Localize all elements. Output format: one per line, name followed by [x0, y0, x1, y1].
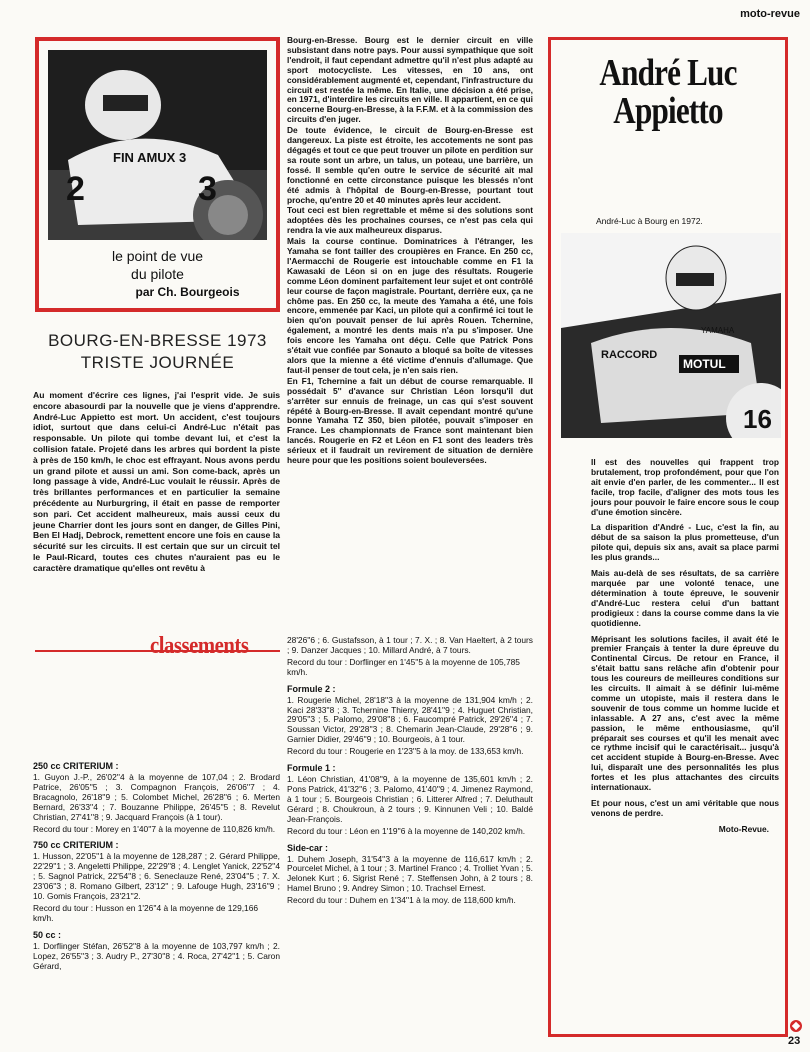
- results-750cc-record: Record du tour : Husson en 1'26''4 à la moyenne de 129,166 km/h.: [33, 902, 259, 923]
- results-750cc-title: 750 cc CRITERIUM :: [33, 840, 119, 851]
- results-f2-record: Record du tour : Rougerie en 1'23''5 à la moy. de 133,653 km/h.: [287, 746, 524, 757]
- results-f1-title: Formule 1 :: [287, 763, 336, 774]
- article-title: [30, 330, 285, 374]
- obituary-box: [548, 37, 788, 1037]
- motul-text: MOTUL: [683, 357, 726, 371]
- results-sidecar-text: 1. Duhem Joseph, 31'54''3 à la moyenne de 116,617 km/h ; 2. Pourcelet Michel, à 1 tour ; 3. Martinel Franco ; 4. Trolliet Yvan ; 5. Jelonek Kurt ; 6. Sigrist René ; 7. Steffensen John, à 2 tours ; 8. Hamel Bruno ; 9. Andrey Simon ; 10. Trachsel Ernest.: [287, 853, 533, 894]
- race-number: 16: [743, 404, 772, 434]
- results-f1-text: 1. Léon Christian, 41'08''9, à la moyenne de 135,601 km/h ; 2. Pons Patrick, 41'32''6 ; 3. Palomo, 41'40''9 ; 4. Jimenez Raymond, à 1 tour ; 5. Bourgeois Christian ; 6. Litterer Alfred ; 7. Deluthault Gérard ; 8. Choukroun, à 2 tours ; 9. Kinnunen Veli ; 10. Baldé Jean-François.: [287, 774, 533, 824]
- byline-line1: le point de vue: [111, 248, 204, 264]
- results-f2-title: Formule 2 :: [287, 683, 336, 694]
- fairing-text: FIN AMUX 3: [113, 150, 187, 165]
- results-50cc-continued: 28'26''6 ; 6. Gustafsson, à 1 tour ; 7. X. ; 8. Van Haeltert, à 2 tours ; 9. Danzer Jacques ; 10. Millard André, à 7 tours.: [287, 635, 533, 655]
- obituary-photo: [561, 233, 781, 438]
- results-250cc-record: Record du tour : Morey en 1'40''7 à la moyenne de 110,826 km/h.: [33, 823, 276, 834]
- obituary-paragraph-1: Il est des nouvelles qui frappent trop brutalement, trop profondément, pour que l'on ait envie d'en parler, de les commenter... Il est facile, trop facile, d'aligner des mots tous les jours pour pouvoir le faire encore sous le coup d'une émotion sincère.: [591, 457, 779, 517]
- byline-author: par Ch. Bourgeois: [135, 285, 240, 299]
- results-50cc-title: 50 cc :: [33, 929, 62, 940]
- page-number: 23: [788, 1035, 801, 1047]
- article-title-line1: BOURG-EN-BRESSE 1973: [48, 331, 267, 350]
- results-f1-record: Record du tour : Léon en 1'19''6 à la moyenne de 140,202 km/h.: [287, 825, 526, 836]
- photo-caption: André-Luc à Bourg en 1972.: [596, 216, 703, 226]
- rider-portrait-photo: [48, 50, 267, 240]
- classements-heading: classements: [150, 633, 249, 659]
- body-paragraph-2: De toute évidence, le circuit de Bourg-en-Bresse est dangereux. La piste est étroite, les accotements ne sont pas dégagés et tout ce que peut trouver un pilote en perdition sur sa route sont un arbre, un talus, un poteau, une barrière, un fossé. Il semble qu'en outre le service de sécurité ait mal fonctionné en cette circonstance puisque les blessés n'ont été admis à l'hôpital de Bourg-en-Bresse, pourtant tout proche, qu'entre 20 et 40 minutes après leur accident.: [287, 125, 533, 205]
- obituary-text: [591, 458, 779, 836]
- rider-portrait-box: [35, 37, 280, 312]
- signature: Moto-Revue.: [718, 823, 769, 834]
- obituary-paragraph-5: Et pour nous, c'est un ami véritable que nous venons de perdre.: [591, 798, 779, 818]
- yamaha-text: YAMAHA: [701, 326, 735, 335]
- results-50cc-text: 1. Dorflinger Stéfan, 26'52''8 à la moyenne de 103,797 km/h ; 2. Lopez, 26'55''3 ; 3. Audry P., 27'30''8 ; 4. Roca, 27'42''1 ; 5. Caron Gérard,: [33, 940, 280, 971]
- body-paragraph-1: Bourg-en-Bresse. Bourg est le dernier circuit en ville subsistant dans notre pays. Pour aussi sympathique que soit l'endroit, il faut cependant admettre qu'il n'est plus adapté au sport motocycliste. Les vitesses, en 10 ans, ont considérablement augmenté et, cependant, l'infrastructure du circuit est restée la même. En Italie, une décision a été prise, en 1971, d'interdire les circuits en ville. Il appartient, en ce qui concerne Bourg-en-Bresse, à la F.F.M. et à la commission des circuits d'en juger.: [287, 35, 533, 125]
- body-paragraph-5: En F1, Tchernine a fait un début de course remarquable. Il possédait 5'' d'avance sur Christian Léon lorsqu'il dut s'arrêter sur ennuis de freinage, un cas qui s'est souvent répété à Bourg-en-Bresse. Il avait cependant montré qu'une bonne Yamaha TZ 350, bien pilotée, pouvait s'imposer en France. Les championnats de France sont maintenant bien lancés. Rougerie en F2 et Léon en F1 sont des leaders très sérieux et il faudrait un revirement de situation de dernière heure pour que les positions soient bouleversées.: [287, 375, 533, 466]
- moto-revue-logo-icon: [790, 1020, 802, 1032]
- article-title-line2: TRISTE JOURNÉE: [80, 353, 235, 372]
- obituary-paragraph-3: Mais au-delà de ses résultats, de sa carrière marquée par une volonté tenace, une détermination à toute épreuve, le souvenir d'André-Luc restera celui d'un battant prodigieux : dans la course comme dans la vie quotidienne.: [591, 568, 779, 628]
- obituary-paragraph-4: Méprisant les solutions faciles, il avait été le premier Français à tenter la dure épreuve du Continental Circus. De retour en France, il s'était battu sans relâche afin d'obtenir pour tous les coureurs de meilleures conditions sur les circuits. Il aimait à se définir lui-même comme un utopiste, mais il restera dans le souvenir de tous comme un homme lucide et inlassable. A 27 ans, c'est avec la même passion, le même enthousiasme, qu'il préparait ses courses et qu'il les menait avec ce rythme incisif qui le caractérisait... jusqu'à cet accident stupide à Bourg-en-Bresse. Avec lui, disparaît une des personnalités les plus fortes et les plus attachantes des circuits internationaux.: [591, 633, 779, 793]
- results-250cc-text: 1. Guyon J.-P., 26'02''4 à la moyenne de 107,04 ; 2. Brodard Patrice, 26'05''5 ; 3. Compagnon François, 26'06''7 ; 4. Bracagnolo, 26'18''9 ; 5. Colombet Michel, 26'28''6 ; 6. Merten Bernard, 26'33''4 ; 7. Bouzanne Philippe, 26'45''5 ; 8. Revelut Christian, 27'41''8 ; 9. Jacquard François (à 1 tour).: [33, 772, 280, 822]
- raccord-text: RACCORD: [601, 349, 658, 361]
- results-750cc-text: 1. Husson, 22'05''1 à la moyenne de 128,287 ; 2. Gérard Philippe, 22'29''1 ; 3. Angeletti Philippe, 22'29''8 ; 4. Lenglet Yanick, 22'52''4 ; 5. Sagnol Patrick, 22'54''8 ; 6. Seneclauze René, 23'04''5 ; 7. X. 23'06''3 ; 8. Romano Gilbert, 23'12'' ; 9. Lafouge Hugh, 23'16''9 ; 10. Gomis François, 23'21''2.: [33, 851, 280, 902]
- results-column-1: [33, 755, 280, 973]
- results-sidecar-title: Side-car :: [287, 842, 329, 853]
- byline-line2: du pilote: [131, 266, 184, 282]
- obituary-title-line2: Appietto: [613, 90, 723, 132]
- intro-paragraph: Au moment d'écrire ces lignes, j'ai l'esprit vide. Je suis encore abasourdi par la nouvelle que je viens d'apprendre. André-Luc Appietto est mort. Un accident, c'est toujours idiot, surtout que dans celui-ci André-Luc n'était pas responsable. Un pilote qui tombe devant lui, et c'est la collision fatale. Projeté dans les arbres qui bordent la piste à près de 150 km/h, le choc est effrayant. Nous avons perdu un grand pilote et aussi un ami. Son come-back, après un long passage à vide, André-Luc voulait le réussir. Après de très brillantes performances et en particulier la semaine précédente au Nurburgring, il était en passe de remporter son pari. Cet accident malheureux, mais aussi ceux du jeune Charrier dont les jours sont en danger, de Gilles Pini, Ben El Hadj, Debrock, remettent encore une fois en cause la sécurité sur les circuits. Il est certain que sur un circuit tel le Paul-Ricard, toutes ces chutes n'auraient pas eu le caractère dramatique qu'elles ont revêtu à: [33, 390, 280, 573]
- racer-image: [48, 50, 267, 240]
- left-column-text: [33, 390, 280, 575]
- results-50cc-record: Record du tour : Dorflinger en 1'45''5 à la moyenne de 105,785 km/h.: [287, 656, 520, 677]
- body-paragraph-3: Tout ceci est bien regrettable et même si des solutions sont adoptées dès les prochaines courses, ce n'est pas cela qui rendra la vie aux malheureux disparus.: [287, 205, 533, 236]
- results-250cc-title: 250 cc CRITERIUM :: [33, 761, 119, 771]
- middle-column-text: [287, 36, 533, 467]
- obituary-paragraph-2: La disparition d'André - Luc, c'est la fin, au début de sa saison la plus prometteuse, d'un pilote qui, depuis six ans, avait sa place parmi les plus grands...: [591, 522, 779, 563]
- number-plate-right: 3: [198, 170, 217, 208]
- results-f2-text: 1. Rougerie Michel, 28'18''3 à la moyenne de 131,904 km/h ; 2. Kaci 28'33''8 ; 3. Tchernine Thierry, 28'41''9 ; 4. Huguet Christian, 29'05''3 ; 5. Palomo, 29'08''8 ; 6. Faucompré Patrick, 29'26''4 ; 7. Soussan Victor, 29'28''3 ; 8. Chemarin Jean-Claude, 29'28''6 ; 9. Garnier Didier, 29'46''9 ; 10. Bourgeois, à 1 tour.: [287, 694, 533, 745]
- magazine-brand: moto-revue: [740, 8, 800, 20]
- results-sidecar-record: Record du tour : Duhem en 1'34''1 à la moy. de 118,600 km/h.: [287, 895, 516, 906]
- racer-1972-image: [561, 233, 781, 438]
- number-plate-left: 2: [66, 170, 85, 208]
- body-paragraph-4: Mais la course continue. Dominatrices à l'étranger, les Yamaha se font tailler des croupières en France. En 250 cc, l'Aermacchi de Rougerie est intouchable comme en F1 la Kawasaki de Léon si on en juge des résultats. Rougerie comme Léon dominent parfaitement leur sujet et ont contrôlé leur course de façon magistrale. Pourtant, derrière eux, ça ne chôme pas. En 250 cc, la meute des Yamaha a été, une fois encore, emmenée par Kaci, un pilote qui a confirmé ici tout le bien qu'on pouvait penser de lui après Rouen. Tchernine, également, a montré les dents mais n'a pu s'imposer. Une fois encore les Yamaha ont déçu. Celle que Patrick Pons s'était vue confiée par Sonauto a bloqué sa boîte de vitesses alors que la mienne a été victime d'ennuis d'allumage. Que faut-il penser de tout cela, je n'en sais rien.: [287, 236, 533, 375]
- results-column-2: [287, 636, 533, 910]
- obituary-title-line1: André Luc: [599, 52, 737, 94]
